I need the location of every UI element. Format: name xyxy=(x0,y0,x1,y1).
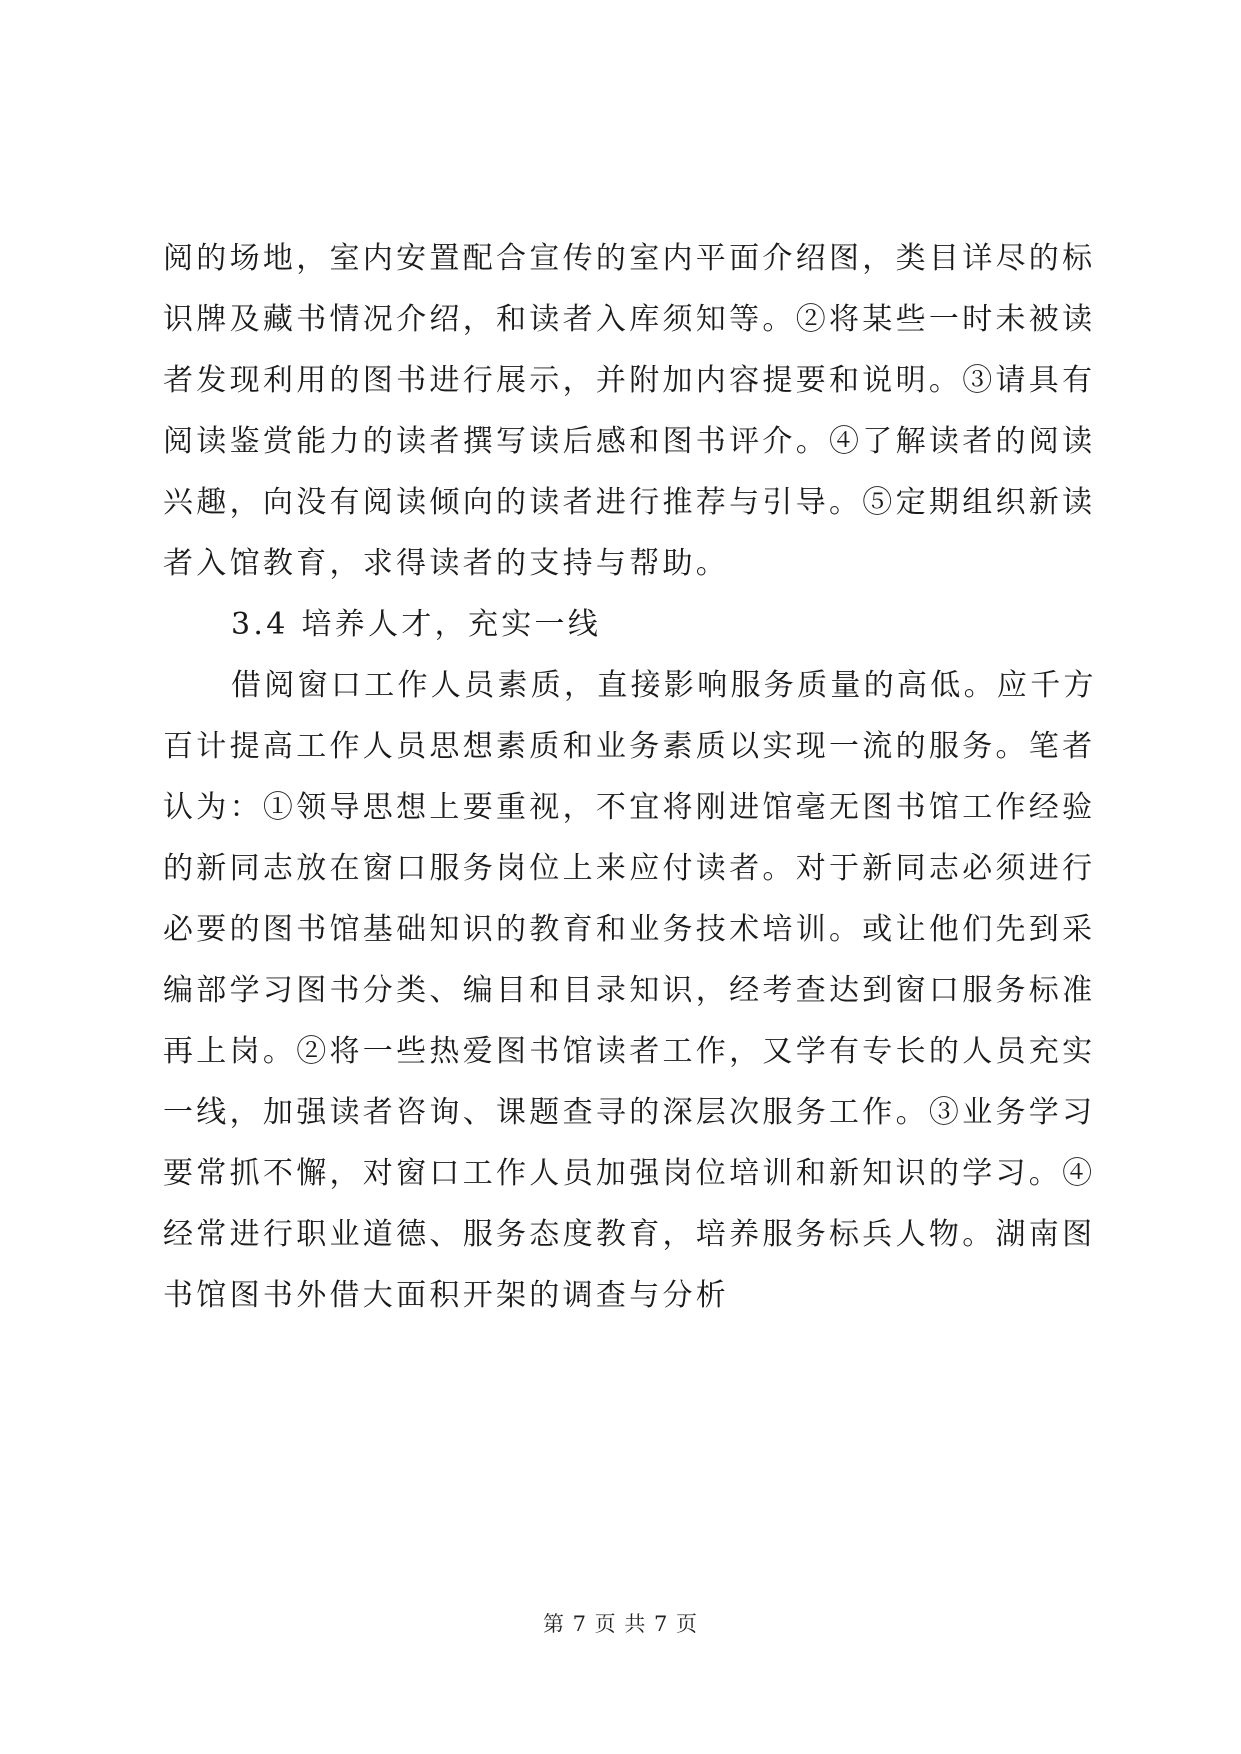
text-line: 借阅窗口工作人员素质，直接影响服务质量的高低。应千方 xyxy=(231,668,1097,703)
text-line: 书馆图书外借大面积开架的调查与分析 xyxy=(163,1278,730,1313)
text-line: 必要的图书馆基础知识的教育和业务技术培训。或让他们先到采 xyxy=(163,912,1096,947)
paragraph-2 xyxy=(163,655,1097,1326)
text-line: 编部学习图书分类、编目和目录知识，经考查达到窗口服务标准 xyxy=(163,973,1096,1008)
text-line: 阅的场地，室内安置配合宣传的室内平面介绍图，类目详尽的标 xyxy=(163,241,1096,276)
page-footer: 第 7 页 共 7 页 xyxy=(542,1612,699,1636)
section-heading: 3.4 培养人才，充实一线 xyxy=(231,607,602,642)
text-line: 百计提高工作人员思想素质和业务素质以实现一流的服务。笔者 xyxy=(163,729,1096,764)
text-line: 兴趣，向没有阅读倾向的读者进行推荐与引导。⑤定期组织新读 xyxy=(163,485,1096,520)
text-line: 一线，加强读者咨询、课题查寻的深层次服务工作。③业务学习 xyxy=(163,1095,1096,1130)
text-line: 经常进行职业道德、服务态度教育，培养服务标兵人物。湖南图 xyxy=(163,1217,1096,1252)
document-body xyxy=(163,228,1097,1326)
text-line: 识牌及藏书情况介绍，和读者入库须知等。②将某些一时未被读 xyxy=(163,302,1096,337)
text-line: 者入馆教育，求得读者的支持与帮助。 xyxy=(163,546,730,581)
text-line: 要常抓不懈，对窗口工作人员加强岗位培训和新知识的学习。④ xyxy=(163,1156,1096,1191)
paragraph-1 xyxy=(163,228,1096,594)
text-line: 者发现利用的图书进行展示，并附加内容提要和说明。③请具有 xyxy=(163,363,1096,398)
text-line: 的新同志放在窗口服务岗位上来应付读者。对于新同志必须进行 xyxy=(163,851,1096,886)
text-line: 再上岗。②将一些热爱图书馆读者工作，又学有专长的人员充实 xyxy=(163,1034,1096,1069)
text-line: 认为：①领导思想上要重视，不宜将刚进馆毫无图书馆工作经验 xyxy=(163,790,1096,825)
text-line: 阅读鉴赏能力的读者撰写读后感和图书评介。④了解读者的阅读 xyxy=(163,424,1096,459)
